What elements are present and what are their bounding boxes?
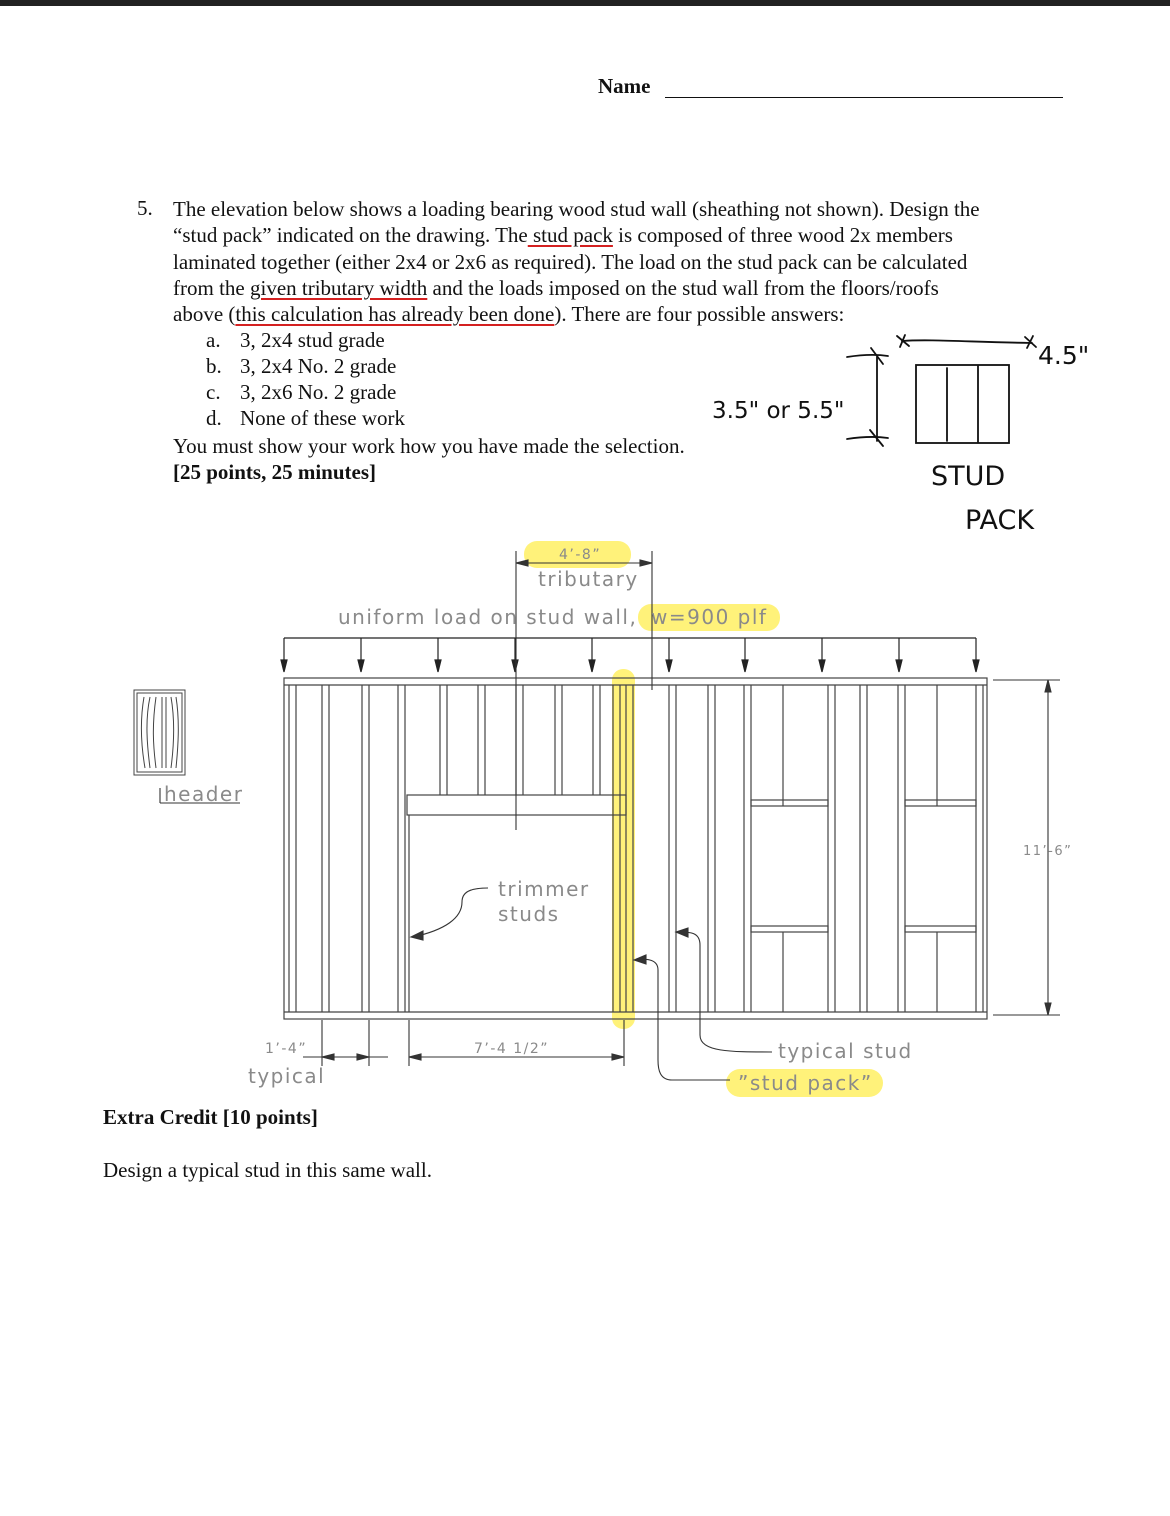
- handwritten-depth-note: 3.5" or 5.5": [712, 398, 845, 424]
- question-line: above (this calculation has already been done). There are four possible answers:: [173, 302, 845, 327]
- tributary-label: tributary: [538, 567, 639, 591]
- name-label: Name: [598, 74, 651, 98]
- question-line: “stud pack” indicated on the drawing. The stud pack is composed of three wood 2x members: [173, 223, 953, 248]
- stud-pack-label: ”stud pack”: [738, 1071, 873, 1095]
- extra-credit-title: Extra Credit [10 points]: [103, 1105, 318, 1129]
- option-a: a. 3, 2x4 stud grade: [206, 328, 385, 352]
- show-work-instruction: You must show your work how you have made the selection.: [173, 434, 685, 458]
- leader-lines: [160, 788, 772, 1080]
- header-label: header: [164, 782, 244, 806]
- height-dim-label: 11’-6”: [1023, 844, 1073, 859]
- handwritten-label-pack: PACK: [965, 505, 1035, 536]
- question-line: from the given tributary width and the loads imposed on the stud wall from the floors/roofs: [173, 275, 939, 300]
- header-section-detail: [134, 690, 185, 775]
- underlined-tributary-width: given tributary width: [249, 275, 428, 300]
- option-d: d. None of these work: [206, 406, 406, 430]
- load-arrows: [281, 638, 979, 672]
- trimmer-label: trimmer: [498, 877, 590, 901]
- underlined-stud-pack: stud pack: [527, 223, 613, 248]
- opening-dim-label: 7’-4 1/2”: [474, 1041, 550, 1057]
- tributary-dim-label: 4’-8”: [559, 547, 602, 563]
- load-value-label: w=900 plf: [651, 605, 768, 629]
- typical-stud-label: typical stud: [778, 1039, 913, 1063]
- uniform-load-label: uniform load on stud wall,: [338, 605, 638, 629]
- handwritten-width-note: 4.5": [1038, 341, 1090, 370]
- question-number: 5.: [137, 196, 153, 220]
- question-line: laminated together (either 2x4 or 2x6 as required). The load on the stud pack can be calculated: [173, 249, 968, 274]
- wall-framing: [284, 678, 987, 1019]
- extra-credit-text: Design a typical stud in this same wall.: [103, 1158, 432, 1182]
- spacing-typical-label: typical: [248, 1064, 326, 1088]
- bottom-dimensions: [303, 1020, 624, 1066]
- studs-label: studs: [498, 902, 560, 926]
- option-c: c. 3, 2x6 No. 2 grade: [206, 380, 397, 404]
- question-line: The elevation below shows a loading bearing wood stud wall (sheathing not shown). Design the: [173, 197, 980, 221]
- option-b: b. 3, 2x4 No. 2 grade: [206, 354, 397, 378]
- handwritten-label-stud: STUD: [931, 461, 1006, 492]
- points-label: [25 points, 25 minutes]: [173, 460, 377, 484]
- spacing-dim-label: 1’-4”: [265, 1041, 308, 1057]
- highlight-stud-pack-member: [612, 669, 635, 1029]
- underlined-calculation: this calculation has already been done: [235, 302, 555, 327]
